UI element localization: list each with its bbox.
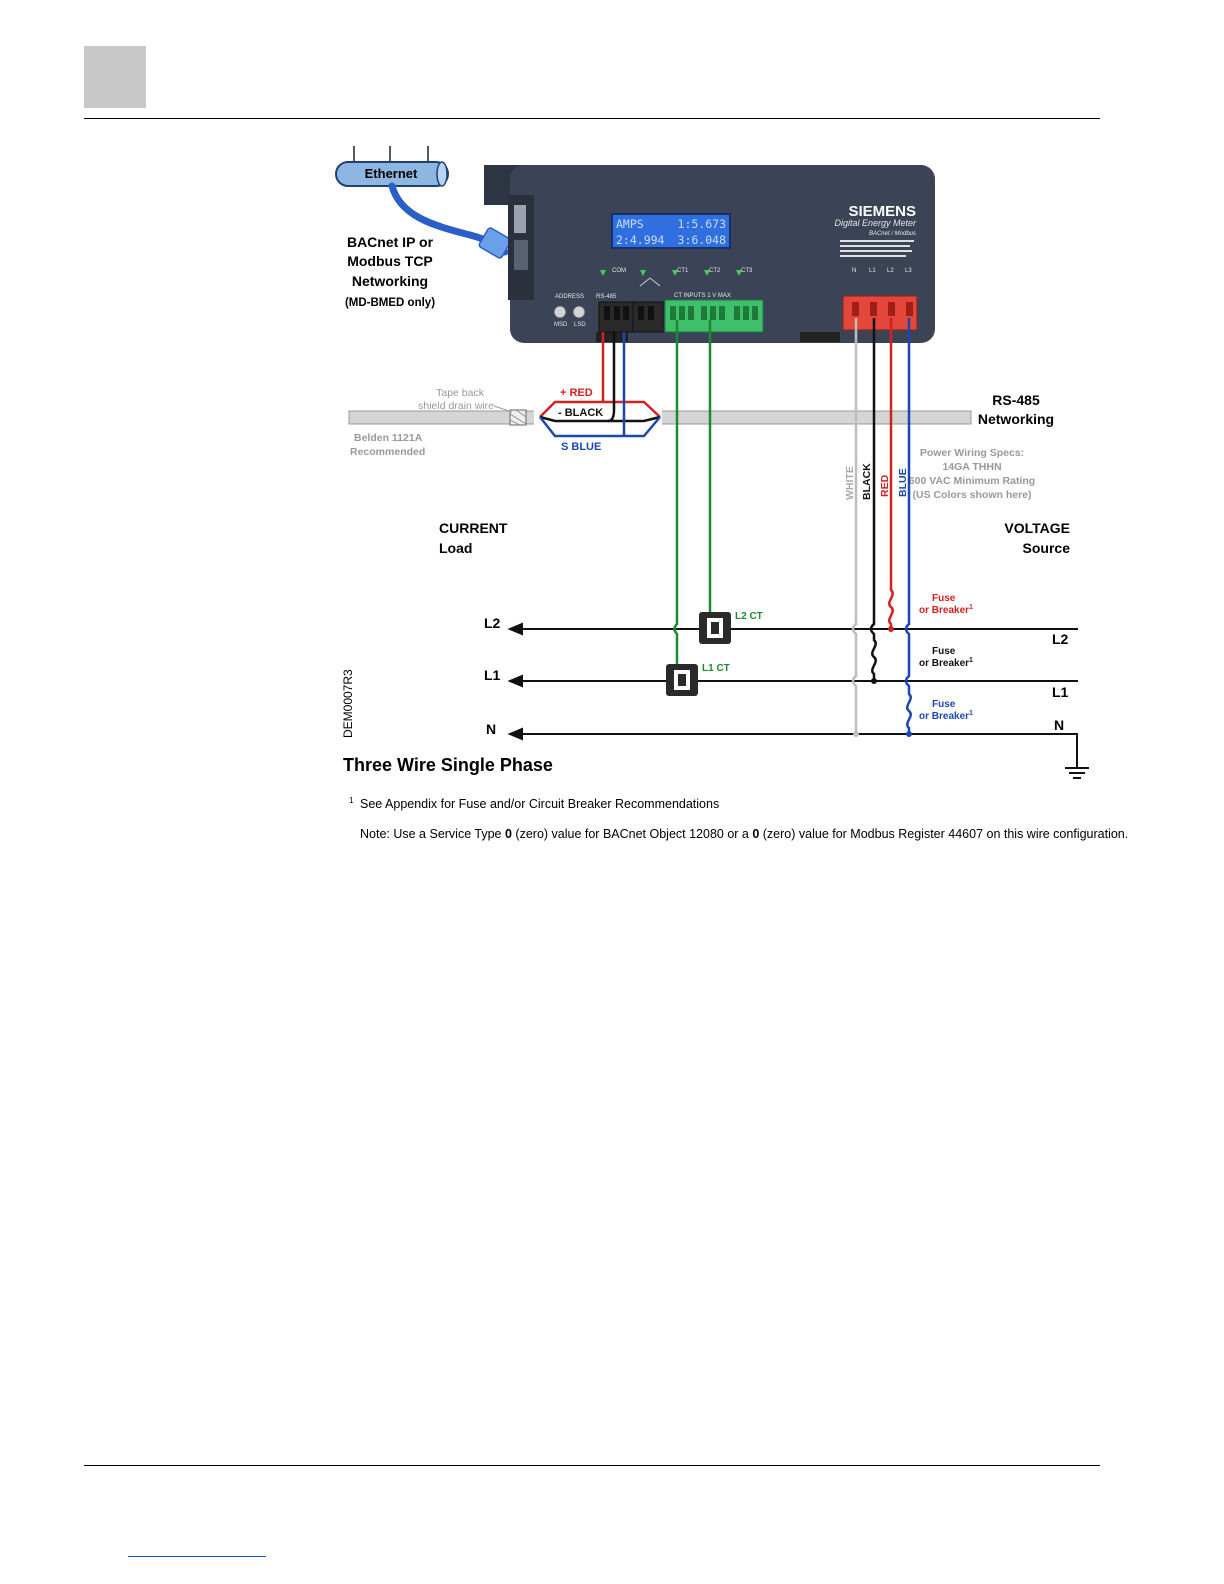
svg-text:L1 CT: L1 CT: [702, 663, 730, 674]
svg-text:L1: L1: [869, 268, 876, 274]
voltage-wires: [853, 318, 911, 734]
power-wire-labels: [844, 463, 909, 500]
svg-text:L2: L2: [484, 615, 501, 631]
svg-text:CURRENT: CURRENT: [439, 520, 508, 536]
svg-text:Tape back: Tape back: [436, 387, 484, 399]
cable-recommendation: [350, 432, 425, 458]
note-text: Note: Use a Service Type 0 (zero) value for BACnet Object 12080 or a 0 (zero) value for Modbus Register 44607 on this wire configuration.: [360, 827, 1129, 841]
footer-link-underline[interactable]: [128, 1556, 266, 1557]
svg-text:CT INPUTS 1 V MAX: CT INPUTS 1 V MAX: [674, 293, 731, 299]
svg-text:L2: L2: [887, 268, 894, 274]
svg-text:3:6.048: 3:6.048: [677, 233, 726, 247]
svg-text:L2 CT: L2 CT: [735, 611, 763, 622]
current-label: [439, 520, 508, 556]
svg-text:BLUE: BLUE: [897, 468, 909, 497]
footer-rule: [84, 1465, 1100, 1466]
svg-text:or Breaker1: or Breaker$^1$: [919, 710, 973, 722]
svg-text:2:4.994: 2:4.994: [616, 233, 665, 247]
svg-text:WHITE: WHITE: [844, 466, 856, 500]
svg-text:CT1: CT1: [677, 268, 689, 274]
svg-text:ADDRESS: ADDRESS: [555, 294, 585, 300]
rs485-title: [978, 392, 1054, 427]
tape-note: [418, 387, 494, 412]
svg-text:Recommended: Recommended: [350, 446, 426, 458]
svg-text:S BLUE: S BLUE: [561, 441, 602, 453]
svg-text:(US Colors shown here): (US Colors shown here): [912, 489, 1032, 501]
rs485-wires: [540, 332, 660, 436]
svg-text:14GA THHN: 14GA THHN: [942, 461, 1002, 473]
svg-text:BLACK: BLACK: [861, 463, 873, 500]
svg-text:Networking: Networking: [351, 273, 429, 289]
svg-text:Networking: Networking: [977, 411, 1055, 427]
svg-text:L3: L3: [905, 268, 912, 274]
svg-text:or Breaker1: or Breaker$^1$: [919, 604, 973, 616]
svg-text:VOLTAGE: VOLTAGE: [1004, 520, 1070, 536]
svg-text:N: N: [1054, 717, 1065, 733]
svg-text:Digital Energy Meter: Digital Energy Meter: [834, 218, 916, 228]
svg-text:Power Wiring Specs:: Power Wiring Specs:: [919, 447, 1025, 459]
power-specs: [909, 447, 1035, 501]
voltage-label: [1004, 520, 1070, 556]
svg-text:COM: COM: [612, 268, 626, 274]
power-lines: [510, 624, 1089, 778]
diagram-title: Three Wire Single Phase: [343, 755, 553, 775]
svg-text:BACnet IP or: BACnet IP or: [346, 234, 434, 250]
svg-text:AMPS: AMPS: [616, 217, 644, 231]
ethernet-title: [345, 234, 435, 309]
svg-text:- BLACK: - BLACK: [558, 407, 604, 419]
svg-text:Fuse: Fuse: [932, 699, 956, 710]
svg-text:BACnet / Modbus: BACnet / Modbus: [868, 231, 916, 237]
svg-text:N: N: [486, 721, 497, 737]
svg-text:shield drain wire: shield drain wire: [418, 400, 494, 412]
footnote-text: See Appendix for Fuse and/or Circuit Breaker Recommendations: [360, 797, 720, 811]
svg-text:CT3: CT3: [741, 268, 753, 274]
line-labels: [484, 615, 1069, 737]
footnote-marker: 1: [349, 796, 354, 805]
brand-label: SIEMENS: [848, 203, 916, 220]
svg-text:Load: Load: [439, 540, 473, 556]
svg-text:RED: RED: [879, 474, 891, 497]
svg-text:or Breaker1: or Breaker$^1$: [919, 657, 973, 669]
svg-text:RS-485: RS-485: [596, 294, 617, 300]
svg-text:L2: L2: [1052, 631, 1069, 647]
svg-text:CT2: CT2: [709, 268, 721, 274]
svg-text:Belden 1121A: Belden 1121A: [354, 432, 423, 444]
svg-text:1:5.673: 1:5.673: [677, 217, 726, 231]
svg-text:Fuse: Fuse: [932, 646, 956, 657]
svg-text:MSD: MSD: [554, 322, 568, 328]
svg-text:L1: L1: [1052, 684, 1069, 700]
ethernet-label: Ethernet: [364, 166, 418, 181]
svg-text:Modbus TCP: Modbus TCP: [347, 253, 433, 269]
svg-text:L1: L1: [484, 667, 501, 683]
svg-text:(MD-BMED only): (MD-BMED only): [344, 297, 436, 309]
svg-text:N: N: [852, 268, 857, 274]
svg-text:Source: Source: [1022, 540, 1070, 556]
svg-text:RS-485: RS-485: [992, 392, 1040, 408]
energy-meter-device: [484, 165, 935, 343]
drawing-id: DEM0007R3: [341, 669, 355, 738]
svg-text:LSD: LSD: [574, 322, 586, 328]
svg-text:Fuse: Fuse: [932, 593, 956, 604]
fuse-labels: [919, 593, 973, 722]
svg-text:+ RED: + RED: [560, 387, 593, 399]
svg-text:600 VAC Minimum Rating: 600 VAC Minimum Rating: [908, 475, 1036, 487]
